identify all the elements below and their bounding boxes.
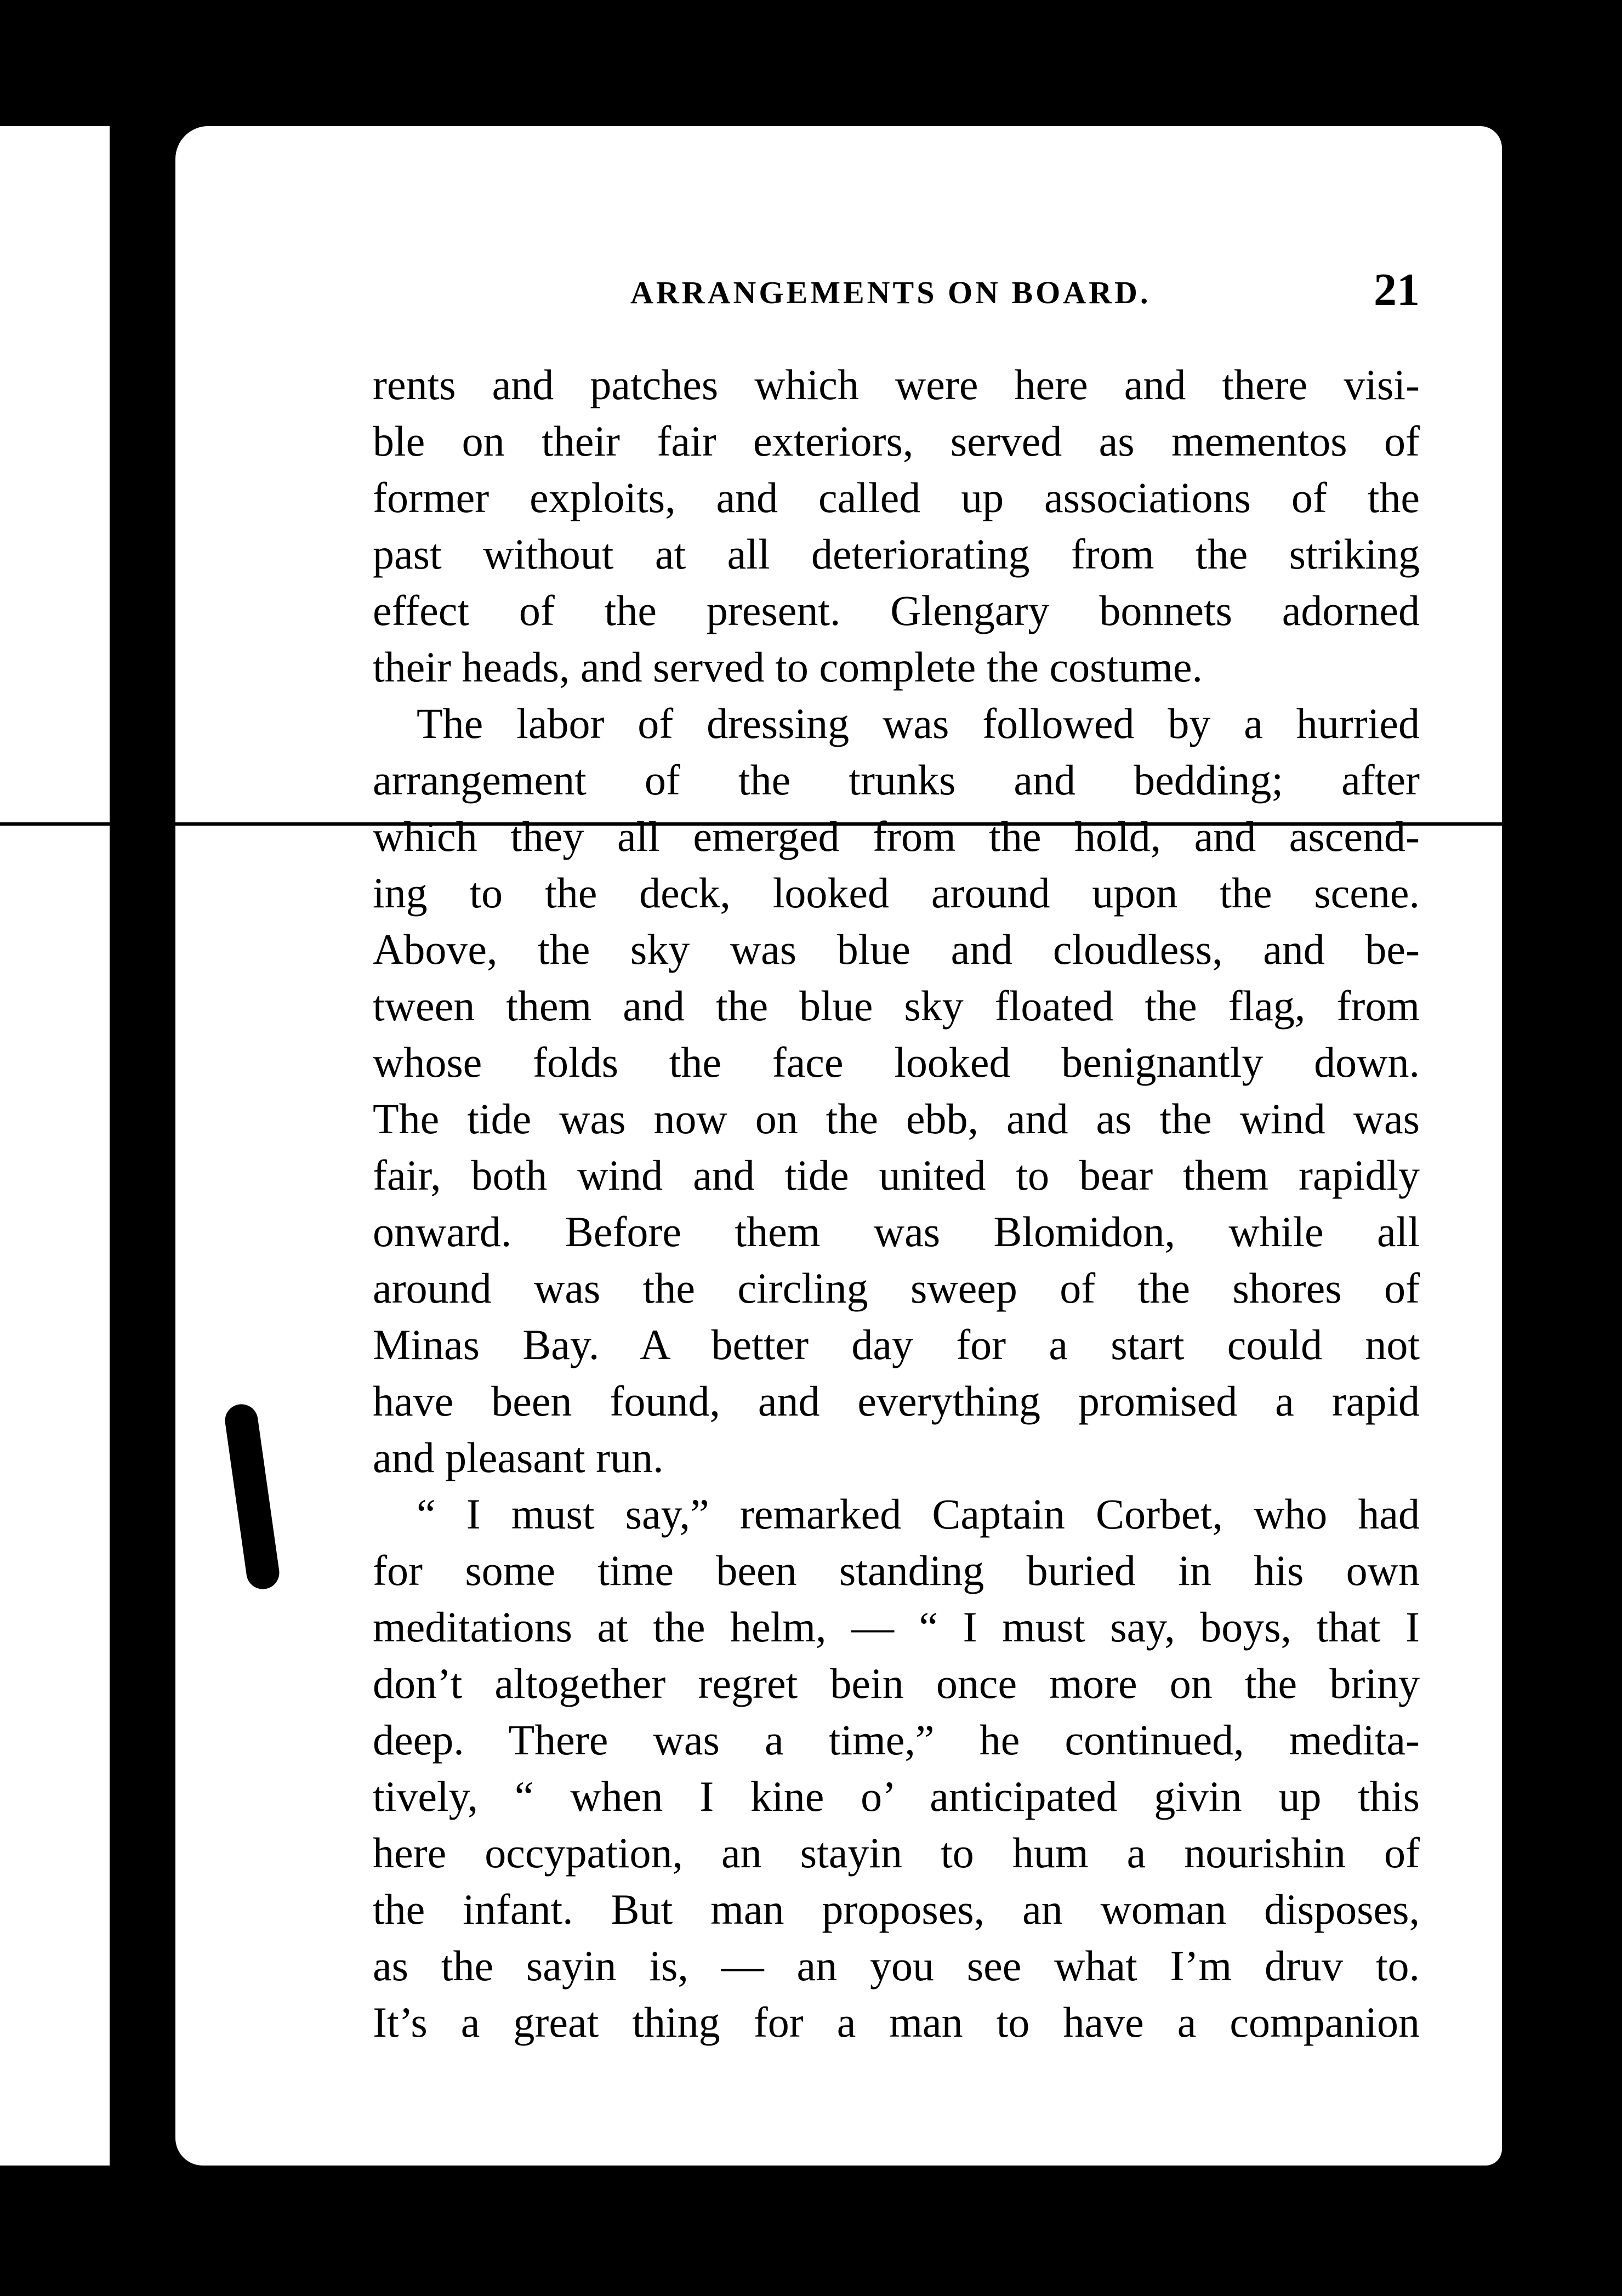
page-number: 21 xyxy=(1374,264,1420,315)
text-line: past without at all deteriorating from the striking xyxy=(373,530,1420,578)
text-line: rents and patches which were here and there visi- xyxy=(373,361,1420,408)
text-line: the infant. But man proposes, an woman disposes, xyxy=(373,1885,1420,1933)
running-head: ARRANGEMENTS ON BOARD. xyxy=(630,275,1151,310)
text-line: around was the circling sweep of the shores of xyxy=(373,1264,1420,1312)
text-line: It’s a great thing for a man to have a companion xyxy=(373,1998,1420,2046)
text-line: former exploits, and called up associations of the xyxy=(373,474,1420,521)
text-line: ble on their fair exteriors, served as mementos of xyxy=(373,417,1420,465)
text-line: which they all emerged from the hold, and ascend- xyxy=(373,812,1420,860)
page-header xyxy=(373,258,1420,323)
text-line: “ I must say,” remarked Captain Corbet, who had xyxy=(417,1490,1420,1538)
text-line: here occypation, an stayin to hum a nourishin of xyxy=(373,1829,1420,1877)
text-line: fair, both wind and tide united to bear them rapidly xyxy=(373,1151,1420,1199)
text-line: The tide was now on the ebb, and as the wind was xyxy=(373,1095,1420,1143)
text-line: as the sayin is, — an you see what I’m druv to. xyxy=(373,1942,1420,1990)
text-line: effect of the present. Glengary bonnets adorned xyxy=(373,587,1420,634)
text-line: tween them and the blue sky floated the flag, from xyxy=(373,982,1420,1030)
text-line: Above, the sky was blue and cloudless, and be- xyxy=(373,925,1420,973)
text-line: arrangement of the trunks and bedding; after xyxy=(373,756,1420,804)
text-line: have been found, and everything promised a rapid xyxy=(373,1377,1420,1425)
text-line: whose folds the face looked benignantly down. xyxy=(373,1038,1420,1086)
body-text xyxy=(373,356,1420,2050)
text-line: onward. Before them was Blomidon, while all xyxy=(373,1208,1420,1255)
text-line: for some time been standing buried in his own xyxy=(373,1547,1420,1594)
text-line: tively, “ when I kine o’ anticipated givin up this xyxy=(373,1772,1420,1820)
text-line: deep. There was a time,” he continued, medita- xyxy=(373,1716,1420,1764)
text-line: meditations at the helm, — “ I must say, boys, that I xyxy=(373,1603,1420,1651)
text-line: their heads, and served to complete the costume. xyxy=(373,643,1203,691)
text-line: ing to the deck, looked around upon the scene. xyxy=(373,869,1420,917)
binding-gutter xyxy=(110,126,175,2166)
facing-page-edge xyxy=(0,126,110,2166)
text-line: don’t altogether regret bein once more on the briny xyxy=(373,1660,1420,1707)
text-line: The labor of dressing was followed by a hurried xyxy=(417,700,1420,747)
text-line: and pleasant run. xyxy=(373,1434,664,1481)
text-line: Minas Bay. A better day for a start could not xyxy=(373,1321,1420,1368)
